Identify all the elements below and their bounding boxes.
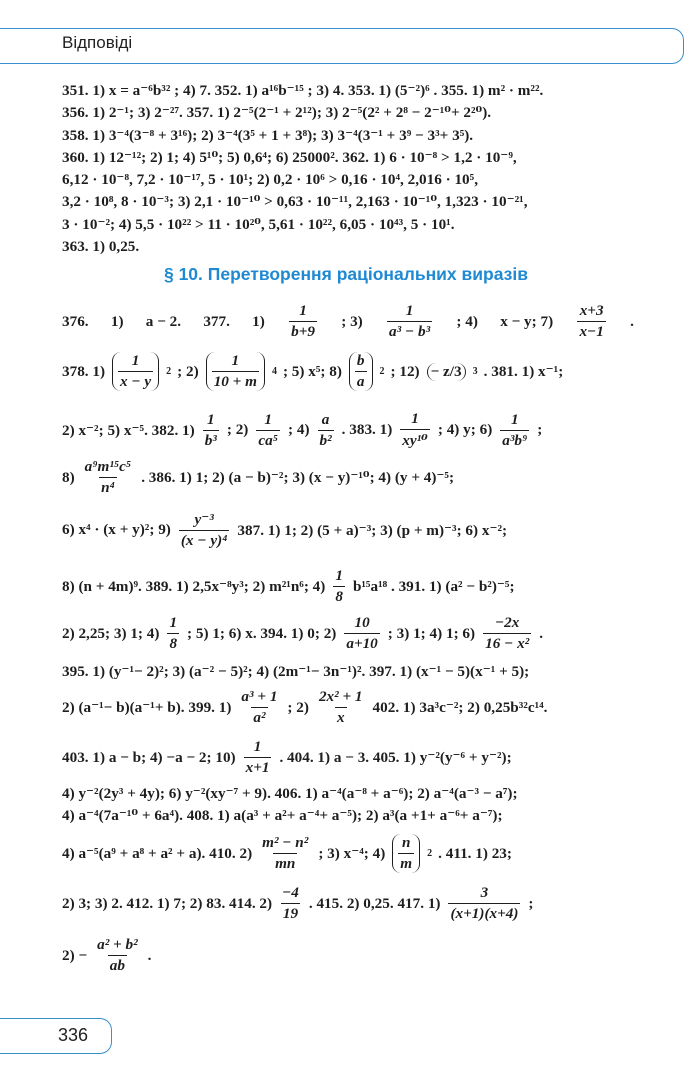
denominator: ca⁵ bbox=[258, 431, 278, 449]
denominator: 8 bbox=[169, 635, 178, 652]
text: 378. 1) bbox=[62, 362, 106, 380]
numerator: 1 bbox=[510, 410, 519, 428]
numerator: −4 bbox=[282, 884, 299, 901]
fraction bbox=[333, 567, 345, 606]
numerator: 1 bbox=[131, 352, 140, 369]
denominator: n⁴ bbox=[101, 479, 115, 496]
answer-line-410 bbox=[62, 834, 634, 873]
numerator: 1 bbox=[169, 614, 178, 631]
fraction bbox=[317, 688, 365, 727]
exponent: 2 bbox=[427, 848, 433, 859]
answer-line-394 bbox=[62, 614, 634, 653]
text: ; 4) bbox=[456, 312, 478, 330]
fraction bbox=[118, 352, 153, 391]
denominator: xy¹⁰ bbox=[400, 429, 430, 450]
exponent: 2 bbox=[166, 366, 172, 377]
numerator: a⁹m¹⁵c⁵ bbox=[84, 458, 132, 475]
answers-block-1 bbox=[62, 80, 630, 258]
text: . bbox=[147, 946, 152, 964]
fraction bbox=[212, 352, 259, 391]
denominator: mn bbox=[275, 855, 296, 872]
text: b¹⁵a¹⁸ . 391. 1) (a² − b²)⁻⁵; bbox=[352, 578, 515, 595]
fraction bbox=[577, 302, 605, 341]
denominator: a³ − b³ bbox=[389, 323, 431, 340]
text: ; 5) 1; 6) x. 394. 1) 0; 2) bbox=[187, 624, 337, 642]
text: 387. 1) 1; 2) (5 + a)⁻³; 3) (p + m)⁻³; 6) x⁻²; bbox=[237, 521, 508, 539]
fraction bbox=[167, 614, 179, 653]
exponent: 3 bbox=[472, 366, 478, 377]
text: 8) bbox=[62, 468, 75, 486]
text: ; 5) x⁵; 8) bbox=[282, 362, 342, 380]
text: 1) bbox=[252, 312, 265, 330]
answer-line: 6,12 · 10⁻⁸, 7,2 · 10⁻¹⁷, 5 · 10¹; 2) 0,2 · 10⁶ > 0,16 · 10⁴, 2,016 · 10⁵, bbox=[62, 171, 479, 189]
numerator: 10 bbox=[354, 614, 370, 631]
answer-line-408 bbox=[62, 806, 634, 825]
text: . 411. 1) 23; bbox=[438, 844, 512, 862]
section-title: § 10. Перетворення раціональних виразів bbox=[163, 264, 528, 284]
fraction bbox=[500, 411, 529, 450]
numerator: 1 bbox=[299, 302, 307, 319]
fraction bbox=[318, 411, 334, 450]
denominator: a³b⁹ bbox=[502, 431, 528, 449]
text: . bbox=[539, 624, 544, 642]
numerator: m² − n² bbox=[262, 834, 309, 851]
numerator: 2x² + 1 bbox=[318, 688, 363, 705]
fraction bbox=[239, 688, 279, 727]
parenthesis bbox=[349, 352, 373, 391]
numerator: x+3 bbox=[579, 302, 604, 319]
denominator: a² bbox=[253, 709, 266, 726]
text: 2) x⁻²; 5) x⁻⁵. 382. 1) bbox=[62, 421, 195, 439]
numerator: 1 bbox=[264, 410, 272, 428]
text: ; 4) bbox=[288, 421, 310, 438]
denominator: ab bbox=[109, 957, 125, 974]
denominator: b+9 bbox=[291, 323, 315, 340]
text: 376. bbox=[62, 312, 89, 330]
denominator: b² bbox=[319, 431, 332, 449]
fraction bbox=[260, 834, 310, 873]
numerator: 1 bbox=[411, 410, 419, 427]
fraction bbox=[483, 614, 531, 653]
denominator: (x+1)(x+4) bbox=[450, 905, 519, 922]
answer-line: 360. 1) 12⁻¹²; 2) 1; 4) 5¹⁰; 5) 0,6⁴; 6) 25000². 362. 1) 6 · 10⁻⁸ > 1,2 · 10⁻⁹, bbox=[62, 148, 517, 166]
answer-line: 363. 1) 0,25. bbox=[62, 238, 140, 256]
fraction bbox=[203, 411, 219, 450]
text: . 404. 1) a − 3. 405. 1) y⁻²(y⁻⁶ + y⁻²); bbox=[279, 749, 512, 766]
answer-line-387 bbox=[62, 510, 634, 550]
answer-line-382 bbox=[62, 410, 634, 450]
page-number: 336 bbox=[58, 1025, 89, 1045]
text: ; 3) 1; 4) 1; 6) bbox=[387, 624, 476, 642]
numerator: 1 bbox=[405, 302, 414, 319]
text: ; bbox=[528, 894, 534, 912]
parenthesis bbox=[427, 363, 466, 381]
text: 4) a⁻⁴(7a⁻¹⁰ + 6a⁴). 408. 1) a(a³ + a²+ a⁻⁴+ a⁻⁵); 2) a³(a +1+ a⁻⁶+ a⁻⁷); bbox=[62, 807, 503, 824]
denominator: x+1 bbox=[245, 759, 270, 776]
text: . 381. 1) x⁻¹; bbox=[483, 363, 564, 380]
exponent: 2 bbox=[379, 366, 385, 377]
text: . 383. 1) bbox=[341, 421, 393, 438]
fraction bbox=[448, 884, 520, 923]
denominator: 19 bbox=[282, 905, 299, 922]
numerator: b bbox=[356, 352, 365, 369]
text: 4) y⁻²(2y³ + 4y); 6) y⁻²(xy⁻⁷ + 9). 406. 1) a⁻⁴(a⁻⁸ + a⁻⁶); 2) a⁻⁴(a⁻³ − a⁷); bbox=[62, 785, 518, 802]
text: ; 3) x⁻⁴; 4) bbox=[318, 845, 386, 862]
denominator: 8 bbox=[335, 588, 343, 605]
answer-line-403 bbox=[62, 738, 634, 777]
fraction bbox=[244, 738, 272, 777]
header-title: Відповіді bbox=[62, 33, 133, 52]
fraction bbox=[387, 302, 432, 341]
text: 395. 1) (y⁻¹− 2)²; 3) (a⁻² − 5)²; 4) (2m⁻¹− 3n⁻¹)². 397. 1) (x⁻¹ − 5)(x⁻¹ + 5); bbox=[62, 663, 530, 680]
text: 2) (a⁻¹− b)(a⁻¹+ b). 399. 1) bbox=[62, 699, 232, 716]
denominator: x−1 bbox=[579, 323, 604, 340]
answer-line: 3 · 10⁻²; 4) 5,5 · 10²² > 11 · 10²⁰, 5,61 · 10²², 6,05 · 10⁴³, 5 · 10¹. bbox=[62, 215, 455, 233]
fraction bbox=[355, 352, 367, 391]
numerator: 1 bbox=[253, 738, 262, 755]
fraction bbox=[179, 510, 230, 550]
answer-line-376 bbox=[62, 302, 634, 341]
text: 6) x⁴ · (x + y)²; 9) bbox=[62, 521, 171, 538]
fraction bbox=[83, 458, 134, 497]
answer-line-378 bbox=[62, 352, 634, 391]
text: 377. bbox=[203, 312, 230, 330]
parenthesis bbox=[112, 352, 159, 391]
numerator: 1 bbox=[206, 410, 215, 428]
text: 2) 2,25; 3) 1; 4) bbox=[62, 624, 160, 642]
text: a − 2. bbox=[145, 312, 182, 330]
fraction bbox=[289, 302, 317, 341]
fraction bbox=[400, 410, 430, 450]
answer-line-406 bbox=[62, 784, 634, 803]
numerator: a³ + 1 bbox=[241, 688, 278, 705]
text: ; 2) bbox=[226, 421, 249, 438]
answer-line-412 bbox=[62, 884, 634, 923]
numerator: y⁻³ bbox=[194, 511, 214, 528]
denominator: m bbox=[400, 855, 413, 872]
answer-line-389 bbox=[62, 567, 634, 606]
text: − z/3 bbox=[430, 362, 462, 380]
text: ; 4) y; 6) bbox=[437, 421, 493, 438]
fraction bbox=[398, 834, 414, 873]
numerator: −2x bbox=[494, 614, 520, 631]
denominator: 10 + m bbox=[213, 373, 257, 390]
numerator: 1 bbox=[335, 567, 343, 584]
numerator: 3 bbox=[480, 884, 489, 901]
exponent: 4 bbox=[271, 366, 277, 377]
parenthesis bbox=[392, 834, 420, 873]
answer-line-386 bbox=[62, 458, 634, 497]
answer-line: 358. 1) 3⁻⁴(3⁻⁸ + 3¹⁶); 2) 3⁻⁴(3⁵ + 1 + 3⁸); 3) 3⁻⁴(3⁻¹ + 3⁹ − 3³+ 3⁵). bbox=[62, 126, 474, 144]
fraction bbox=[95, 936, 140, 975]
text: . 415. 2) 0,25. 417. 1) bbox=[308, 894, 441, 912]
text: 2) − bbox=[62, 946, 88, 964]
fraction bbox=[256, 411, 280, 450]
text: 8) (n + 4m)⁹. 389. 1) 2,5x⁻⁸y³; 2) m²¹n⁶; 4) bbox=[62, 578, 326, 595]
answer-line-399 bbox=[62, 688, 634, 727]
denominator: a bbox=[356, 373, 365, 390]
answer-line: 356. 1) 2⁻¹; 3) 2⁻²⁷. 357. 1) 2⁻⁵(2⁻¹ + 2¹²); 3) 2⁻⁵(2² + 2⁸ − 2⁻¹⁰+ 2²⁰). bbox=[62, 104, 492, 122]
text: 402. 1) 3a³c⁻²; 2) 0,25b³²c¹⁴. bbox=[372, 699, 548, 716]
numerator: n bbox=[401, 834, 411, 851]
answer-line-417-2 bbox=[62, 936, 634, 975]
parenthesis bbox=[206, 352, 265, 391]
text: . bbox=[630, 312, 634, 330]
denominator: a+10 bbox=[346, 635, 378, 652]
text: 4) a⁻⁵(a⁹ + a⁸ + a² + a). 410. 2) bbox=[62, 845, 253, 862]
text: ; 2) bbox=[287, 698, 309, 716]
text: ; 3) bbox=[341, 312, 363, 330]
fraction bbox=[344, 614, 379, 653]
page-number-frame bbox=[0, 1018, 112, 1054]
text: 2) 3; 3) 2. 412. 1) 7; 2) 83. 414. 2) bbox=[62, 894, 273, 912]
answer-line: 3,2 · 10⁸, 8 · 10⁻³; 3) 2,1 · 10⁻¹⁰ > 0,63 · 10⁻¹¹, 2,163 · 10⁻¹⁰, 1,323 · 10⁻²¹, bbox=[62, 193, 528, 211]
text: ; bbox=[537, 421, 543, 438]
denominator: x − y bbox=[120, 373, 152, 390]
answer-line-395 bbox=[62, 662, 634, 681]
answer-line: 351. 1) x = a⁻⁶b³² ; 4) 7. 352. 1) a¹⁶b⁻¹⁵ ; 3) 4. 353. 1) (5⁻²)⁶ . 355. 1) m² · m²². bbox=[62, 82, 544, 99]
text: ; 12) bbox=[390, 362, 420, 380]
numerator: 1 bbox=[231, 352, 240, 369]
numerator: a² + b² bbox=[97, 936, 138, 953]
fraction bbox=[280, 884, 301, 923]
denominator: (x − y)⁴ bbox=[180, 532, 228, 549]
text: . 386. 1) 1; 2) (a − b)⁻²; 3) (x − y)⁻¹⁰; 4) (y + 4)⁻⁵; bbox=[141, 469, 455, 486]
text: ; 2) bbox=[177, 362, 199, 380]
denominator: b³ bbox=[204, 431, 217, 449]
denominator: 16 − x² bbox=[485, 635, 530, 652]
denominator: x bbox=[336, 709, 345, 726]
text: 403. 1) a − b; 4) −a − 2; 10) bbox=[62, 748, 236, 766]
numerator: a bbox=[321, 410, 330, 428]
text: x − y; 7) bbox=[500, 312, 554, 330]
text: 1) bbox=[110, 312, 124, 330]
